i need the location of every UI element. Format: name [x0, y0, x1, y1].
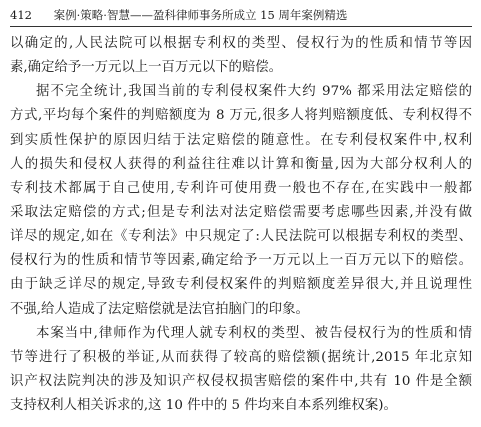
text-line: 素,确定给予一万元以上一百万元以下的赔偿。	[10, 60, 283, 76]
text-line: 本案当中,律师作为代理人就专利权的类型、被告侵权行为的性质和情	[36, 325, 472, 341]
text-line: 采取法定赔偿的方式;但是专利法对法定赔偿需要考虑哪些因素,并没有做	[10, 204, 472, 220]
text-line: 专利技术都属于自己使用,专利许可使用费一般也不存在,在实践中一般都	[10, 180, 472, 196]
text-line: 以确定的,人民法院可以根据专利权的类型、侵权行为的性质和情节等因	[10, 36, 472, 51]
text-line: 人的损失和侵权人获得的利益往往难以计算和衡量,因为大部分权利人的	[10, 156, 472, 172]
text-line: 方式,平均每个案件的判赔额度为 8 万元,很多人将判赔额度低、专利权得不	[10, 108, 472, 124]
page-number: 412	[10, 8, 32, 22]
text-line: 侵权行为的性质和情节等因素,确定给予一万元以上一百万元以下的赔偿。	[10, 253, 472, 269]
text-line: 到实质性保护的原因归结于法定赔偿的随意性。在专利侵权案件中,权利	[10, 132, 472, 148]
text-line: 支持权利人相关诉求的,这 10 件中的 5 件均来自本系列维权案)。	[10, 398, 397, 414]
text-line: 不强,给人造成了法定赔偿就是法官拍脑门的印象。	[10, 301, 309, 317]
page-header	[10, 4, 472, 27]
body-text	[10, 32, 472, 418]
text-line: 识产权法院判决的涉及知识产权侵权损害赔偿的案件中,共有 10 件是全额	[10, 373, 472, 389]
text-line: 详尽的规定,如在《专利法》中只规定了:人民法院可以根据专利权的类型、	[10, 229, 472, 245]
text-line: 由于缺乏详尽的规定,导致专利侵权案件的判赔额度差异很大,并且说理性	[10, 277, 472, 293]
text-line: 节等进行了积极的举证,从而获得了较高的赔偿额(据统计,2015 年北京知	[10, 349, 472, 365]
running-title: 案例·策略·智慧——盈科律师事务所成立 15 周年案例精选	[53, 8, 348, 22]
text-line: 据不完全统计,我国当前的专利侵权案件大约 97% 都采用法定赔偿的	[36, 84, 472, 100]
